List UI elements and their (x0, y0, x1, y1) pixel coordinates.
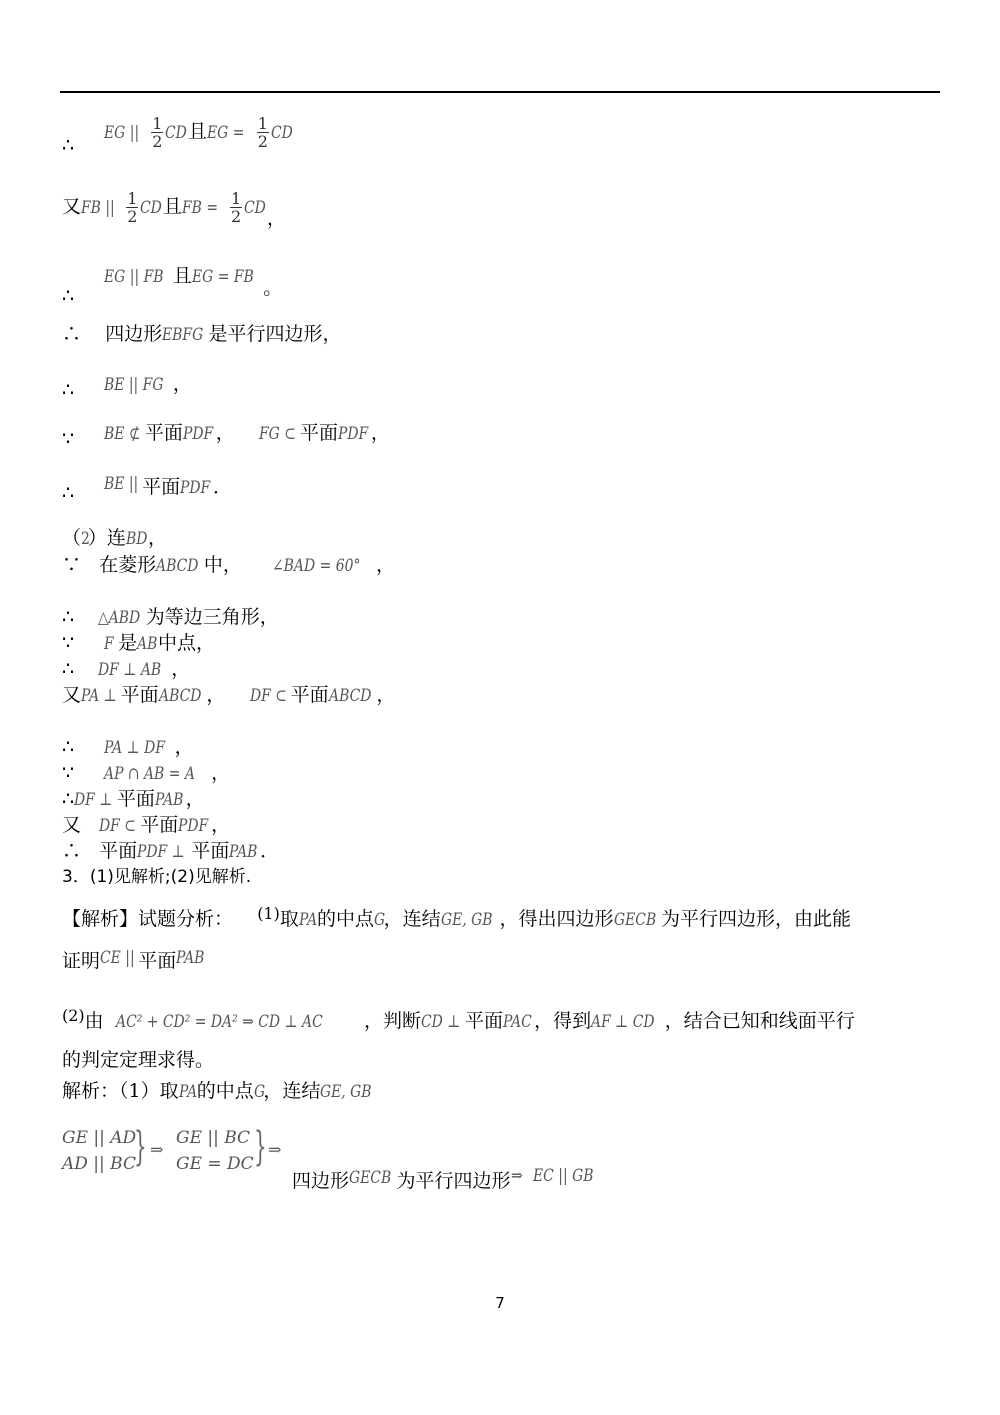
line-9 (62, 554, 395, 577)
text: 。 (263, 277, 283, 299)
math: CD (244, 197, 267, 218)
text: 为平行四边形，由此能 (661, 908, 852, 930)
math: AD || BC (62, 1154, 136, 1174)
fraction-half (126, 190, 138, 225)
math: CD ⊥ (420, 1012, 461, 1032)
text: 为平行四边形 (396, 1170, 511, 1192)
text: 又 (62, 195, 82, 218)
fraction-half (230, 190, 242, 225)
math: PAB (176, 948, 205, 968)
text: （ (62, 527, 82, 549)
text: 四边形 (105, 323, 163, 345)
analysis-line-1 (62, 904, 851, 931)
analysis-line-3 (62, 1006, 855, 1033)
math: EBFG (162, 325, 204, 345)
text: 的中点 (317, 908, 375, 930)
numerator: 1 (152, 114, 163, 133)
text: ， (376, 684, 396, 706)
line-10 (62, 606, 279, 629)
text: 的中点 (196, 1080, 254, 1102)
math: GE, GB (320, 1082, 372, 1102)
therefore-symbol: ∴ (62, 606, 75, 628)
step-marker: (1) (257, 904, 280, 923)
fraction-half (151, 115, 163, 150)
text: ， (375, 554, 395, 576)
analysis-line-2 (62, 948, 207, 973)
because-symbol: ∵ (62, 632, 75, 654)
text: ，得到 (534, 1010, 592, 1032)
math: PDF (337, 424, 369, 444)
text: 由 (84, 1010, 104, 1032)
line-14 (62, 736, 194, 759)
text: ， (185, 788, 205, 810)
text: 是 (118, 632, 138, 654)
line-5 (62, 373, 192, 402)
page-number: 7 (495, 1294, 505, 1312)
step-marker: (2) (62, 1006, 85, 1025)
denominator: 2 (231, 207, 242, 226)
text: 中点， (157, 632, 215, 654)
math: BD (125, 529, 148, 549)
math: ABCD (156, 556, 199, 576)
text: ， (211, 814, 231, 836)
math: ABCD (328, 686, 372, 706)
math: AF ⊥ CD (591, 1012, 655, 1032)
therefore-symbol: ∴ (62, 736, 75, 758)
line-6 (62, 422, 390, 451)
therefore-symbol: ∴ (62, 323, 82, 345)
text: ，连结 (263, 1080, 321, 1102)
math: ABCD (158, 686, 202, 706)
text: 又 (62, 814, 82, 836)
text: 平面 (99, 840, 138, 862)
therefore-symbol: ∴ (62, 379, 75, 401)
line-4 (62, 323, 342, 346)
math: △ABD (98, 608, 141, 628)
text: ，连结 (383, 908, 441, 930)
math: FB = (182, 197, 219, 218)
text: 解析：（1）取 (62, 1080, 179, 1102)
text: 取 (279, 908, 299, 930)
text: 且 (188, 120, 208, 143)
math: PDF (178, 816, 209, 836)
math: F (104, 634, 114, 654)
math: PAB (154, 790, 184, 810)
line-13 (62, 684, 395, 707)
line-18 (62, 840, 279, 863)
math: DF ⊥ AB (98, 660, 162, 680)
text: 且 (163, 195, 183, 218)
math: EG || (104, 122, 140, 143)
text: ， (206, 684, 226, 706)
text: ， (147, 527, 167, 549)
right-brace-icon: } (134, 1124, 147, 1170)
text: ）连 (87, 527, 126, 549)
line-3 (62, 265, 282, 308)
math: GE || AD (62, 1128, 137, 1148)
math: GECB (349, 1168, 392, 1188)
therefore-symbol: ∴ (62, 134, 75, 157)
text: 四边形 (292, 1170, 350, 1192)
fraction-half (257, 115, 269, 150)
therefore-symbol: ∴ (62, 658, 75, 680)
therefore-symbol: ∴ (62, 788, 75, 810)
header-rule (60, 91, 940, 93)
right-brace-icon: } (254, 1124, 267, 1170)
text: 平面 (299, 422, 338, 444)
solution-line-1 (62, 1080, 379, 1103)
text: 平面 (144, 422, 183, 444)
text: ， (211, 762, 231, 784)
math: FG ⊂ (258, 424, 296, 444)
math: EC || GB (532, 1166, 594, 1186)
text: 且 (172, 265, 192, 287)
solution-line-2 (292, 1166, 603, 1193)
therefore-symbol: ∴ (62, 482, 75, 504)
text: ， (215, 422, 235, 444)
because-symbol: ∵ (62, 554, 82, 576)
math: BE ⊄ (104, 424, 141, 444)
numerator: 1 (127, 189, 138, 208)
math: G (374, 910, 386, 930)
denominator: 2 (127, 207, 138, 226)
math: DF ⊂ (99, 816, 137, 836)
text: 是平行四边形， (208, 323, 342, 345)
text: ，得出四边形 (499, 908, 614, 930)
math: PDF (180, 478, 211, 498)
math: AB (137, 634, 158, 654)
math: PA (298, 910, 318, 930)
math: PA (178, 1082, 197, 1102)
line-2 (62, 190, 286, 230)
analysis-label: 【解析】试题分析： (62, 908, 234, 930)
math: DF ⊥ (74, 790, 113, 810)
line-16 (62, 788, 205, 811)
because-symbol: ∵ (62, 428, 75, 450)
brace-system-2 (176, 1125, 254, 1177)
numerator: 1 (231, 189, 242, 208)
implies-arrow: ⇒ (268, 1140, 282, 1159)
text: 为等边三角形， (145, 606, 279, 628)
math: FB || (81, 197, 115, 218)
math: CE || (100, 948, 135, 968)
text: ， (370, 422, 390, 444)
text: 平面 (120, 684, 159, 706)
math: CD (140, 197, 163, 218)
text: 中， (203, 554, 242, 576)
line-11 (62, 632, 215, 655)
implies-arrow: ⇒ (510, 1166, 523, 1186)
line-12 (62, 658, 190, 681)
line-17 (62, 814, 230, 837)
text: 平面 (290, 684, 329, 706)
math: BE || (104, 474, 139, 494)
text: 平面 (116, 788, 155, 810)
therefore-symbol: ∴ (62, 285, 75, 307)
math: PDF ⊥ (137, 842, 185, 862)
text: ，结合已知和线面平行 (664, 1010, 855, 1032)
text: ， (174, 736, 194, 758)
math: BE || FG (104, 375, 164, 395)
math: AC² + CD² = DA² ⇒ CD ⊥ AC (115, 1012, 323, 1032)
math: PDF (182, 424, 214, 444)
text: 平面 (142, 476, 181, 498)
text: 平面 (464, 1010, 503, 1032)
math: PA ⊥ DF (104, 738, 166, 758)
text: 在菱形 (99, 554, 157, 576)
math: GECB (613, 910, 656, 930)
math: DF ⊂ (249, 686, 287, 706)
math: EG = FB (191, 267, 254, 287)
math: 2 (81, 529, 90, 549)
math: ∠BAD = 60° (272, 556, 361, 576)
math: GE || BC (176, 1128, 251, 1148)
line-7 (62, 474, 232, 505)
implies-arrow: ⇒ (150, 1140, 164, 1159)
denominator: 2 (152, 132, 163, 151)
text: ． (260, 840, 280, 862)
math: AP ∩ AB = A (104, 764, 196, 784)
math: PAC (503, 1012, 532, 1032)
text: ． (212, 476, 232, 498)
math: GE, GB (440, 910, 493, 930)
math: GE = DC (176, 1154, 254, 1174)
numerator: 1 (257, 114, 268, 133)
line-15 (62, 762, 230, 785)
text: ， (171, 658, 191, 680)
math: EG || FB (104, 267, 164, 287)
denominator: 2 (257, 132, 268, 151)
math: PA ⊥ (81, 686, 117, 706)
math: EG = (207, 122, 245, 143)
math: CD (270, 122, 293, 143)
line-1 (62, 115, 294, 157)
text: ， (266, 207, 286, 230)
therefore-symbol: ∴ (62, 840, 82, 862)
text: 又 (62, 684, 82, 706)
text: 平面 (138, 950, 177, 972)
text: 平面 (140, 814, 179, 836)
math: CD (165, 122, 188, 143)
brace-system-1 (62, 1125, 136, 1177)
answer-3: 3．(1)见解析;(2)见解析. (62, 867, 252, 887)
analysis-line-4: 的判定定理求得。 (62, 1049, 215, 1071)
line-8 (62, 527, 167, 550)
math: G (253, 1082, 265, 1102)
math: PAB (229, 842, 258, 862)
text: ，判断 (363, 1010, 421, 1032)
text: ， (172, 373, 192, 395)
text: 证明 (62, 950, 101, 972)
text: 平面 (191, 840, 230, 862)
because-symbol: ∵ (62, 762, 75, 784)
